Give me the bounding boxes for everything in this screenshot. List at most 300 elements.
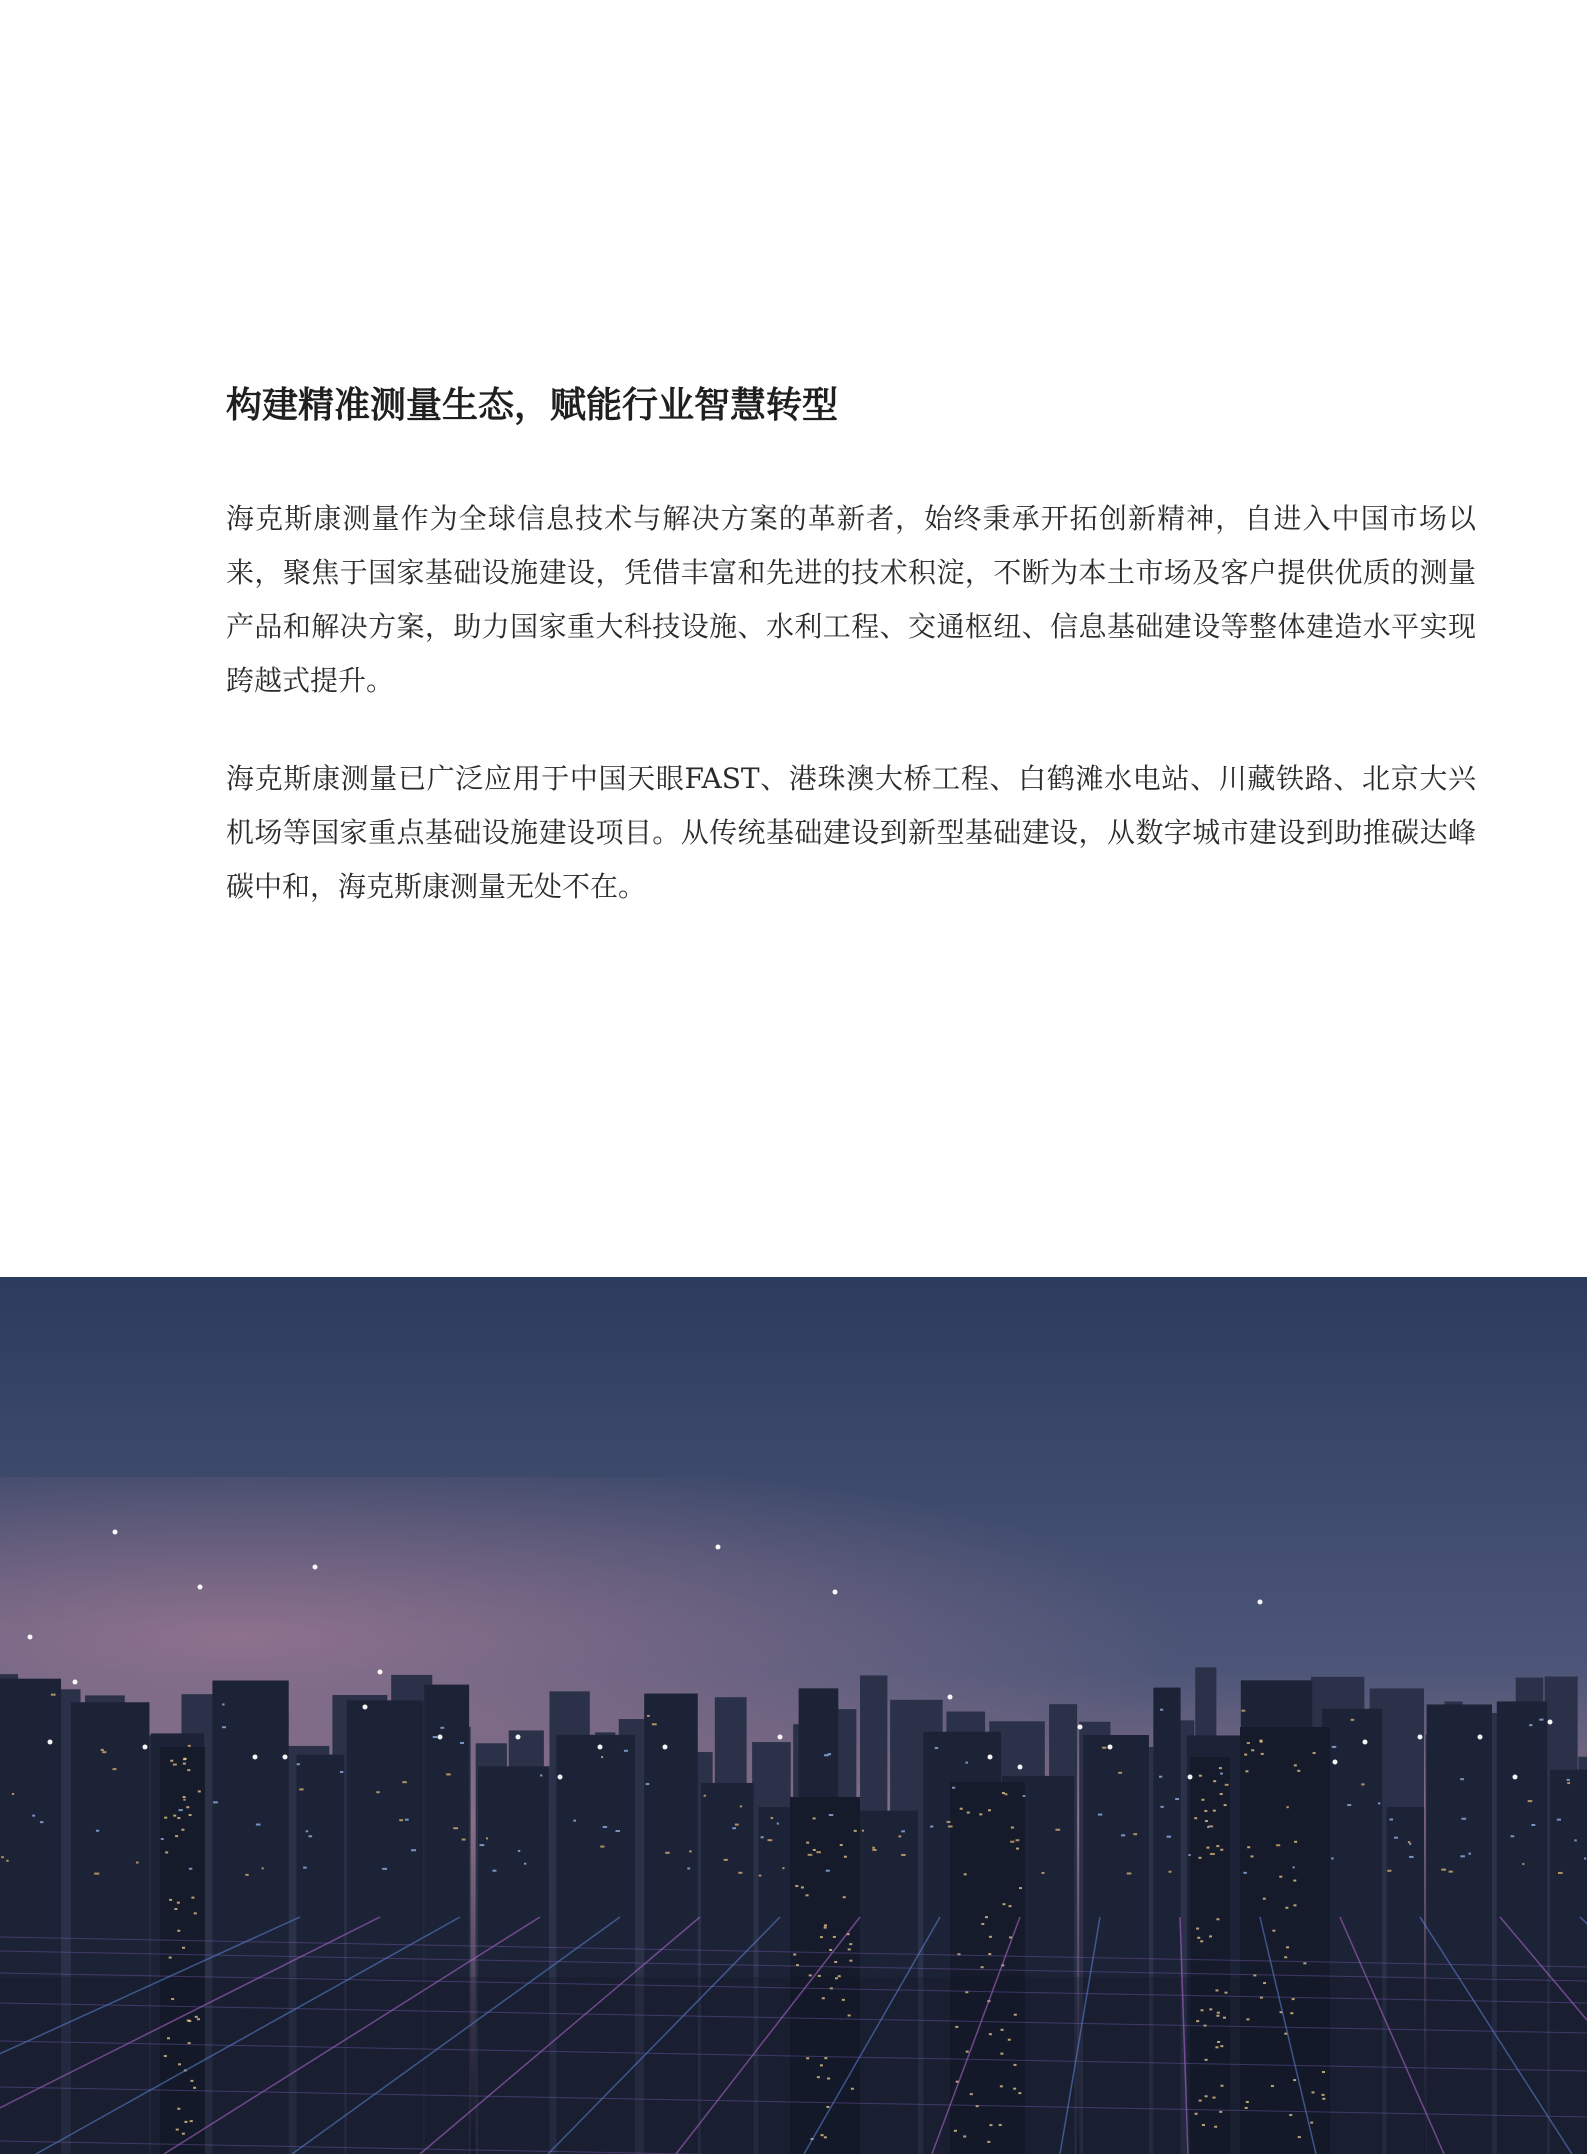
article-section <box>226 380 1476 958</box>
window-light <box>1000 2053 1003 2055</box>
window-light <box>732 1827 736 1829</box>
window-light <box>1000 2085 1003 2087</box>
window-light <box>813 1817 816 1819</box>
window-light <box>761 1836 764 1838</box>
window-light <box>573 1820 576 1822</box>
window-light <box>1347 1804 1351 1806</box>
window-light <box>181 1829 184 1831</box>
window-light <box>303 1867 307 1869</box>
light-beam-tip <box>1478 1735 1483 1740</box>
window-light <box>184 1758 187 1760</box>
window-light <box>615 1830 619 1832</box>
window-light <box>793 1954 796 1956</box>
window-light <box>188 1745 191 1747</box>
light-beam-tip <box>313 1565 318 1570</box>
window-light <box>824 1924 827 1926</box>
window-light <box>190 2120 193 2122</box>
window-light <box>1303 1962 1306 1964</box>
window-light <box>1284 1956 1287 1958</box>
light-beam-tip <box>1018 1765 1023 1770</box>
window-light <box>177 1817 180 1819</box>
window-light <box>1160 1709 1163 1711</box>
window-light <box>1322 2071 1325 2073</box>
window-light <box>1219 1767 1222 1769</box>
window-light <box>834 1961 837 1963</box>
window-light <box>849 1943 852 1945</box>
window-light <box>952 1787 955 1789</box>
window-light <box>175 1835 178 1837</box>
window-light <box>848 1948 851 1950</box>
light-beam-tip <box>438 1735 443 1740</box>
window-light <box>1008 2039 1011 2041</box>
window-light <box>1461 1818 1466 1820</box>
window-light <box>1205 2095 1208 2097</box>
window-light <box>1215 2046 1218 2048</box>
window-light <box>1005 1793 1008 1795</box>
window-light <box>782 1867 784 1869</box>
light-beam-tip <box>663 1745 668 1750</box>
window-light <box>901 1830 905 1832</box>
window-light <box>492 1870 496 1872</box>
window-light <box>262 1867 264 1869</box>
window-light <box>1574 1839 1576 1841</box>
window-light <box>979 1813 982 1815</box>
window-light <box>1244 1754 1247 1756</box>
window-light <box>1241 1710 1245 1712</box>
light-beam-tip <box>598 1745 603 1750</box>
window-light <box>189 1814 192 1816</box>
window-light <box>382 1868 387 1870</box>
window-light <box>826 1870 830 1872</box>
window-light <box>954 2130 957 2132</box>
window-light <box>1009 1905 1012 1907</box>
window-light <box>1584 1858 1586 1860</box>
window-light <box>960 1808 963 1810</box>
window-light <box>822 1997 825 1999</box>
window-light <box>222 1726 226 1728</box>
window-light <box>1246 2018 1249 2020</box>
window-light <box>32 1815 35 1817</box>
window-light <box>966 2051 969 2053</box>
window-light <box>824 2057 827 2059</box>
window-light <box>1322 2098 1325 2100</box>
window-light <box>1294 1841 1297 1843</box>
window-light <box>169 1957 172 1959</box>
window-light <box>989 2124 992 2126</box>
window-light <box>898 1835 901 1837</box>
window-light <box>189 1868 192 1870</box>
window-light <box>167 2037 170 2039</box>
window-light <box>183 1796 186 1798</box>
window-light <box>1214 2126 1217 2128</box>
window-light <box>777 1823 779 1825</box>
window-light <box>1293 1880 1296 1882</box>
window-light <box>1204 1810 1207 1812</box>
window-light <box>724 1859 728 1861</box>
window-light <box>411 1849 416 1851</box>
window-light <box>665 1852 669 1854</box>
skyline-illustration <box>0 1277 1587 2154</box>
window-light <box>1209 2008 1212 2010</box>
light-beam-tip <box>516 1735 521 1740</box>
window-light <box>1263 1982 1266 1984</box>
window-light <box>1217 2012 1220 2014</box>
window-light <box>801 1886 804 1888</box>
window-light <box>161 1838 164 1840</box>
window-light <box>213 1801 218 1803</box>
window-light <box>1202 2124 1205 2126</box>
light-beam-tip <box>1363 1740 1368 1745</box>
window-light <box>540 1774 542 1776</box>
window-light <box>1201 1799 1204 1801</box>
light-beam-tip <box>1188 1775 1193 1780</box>
window-light <box>195 2016 198 2018</box>
window-light <box>187 2020 190 2022</box>
window-light <box>1289 2114 1292 2116</box>
window-light <box>176 2129 179 2131</box>
window-light <box>1169 1871 1172 1873</box>
window-light <box>101 1749 104 1751</box>
window-light <box>1014 2014 1017 2016</box>
window-light <box>182 2133 185 2135</box>
window-light <box>197 2018 200 2020</box>
window-light <box>1219 2111 1222 2113</box>
window-light <box>1 1856 4 1858</box>
window-light <box>1216 1918 1219 1920</box>
window-light <box>1286 1806 1288 1808</box>
window-light <box>164 1817 167 1819</box>
light-beam-tip <box>1333 1760 1338 1765</box>
window-light <box>955 2026 958 2028</box>
window-light <box>1271 2085 1274 2087</box>
window-light <box>1160 1806 1163 1808</box>
window-light <box>981 1923 984 1925</box>
window-light <box>102 1751 106 1753</box>
window-light <box>820 1936 823 1938</box>
article-paragraph-1: 海克斯康测量作为全球信息技术与解决方案的革新者，始终秉承开拓创新精神，自进入中国市场以来，聚焦于国家基础设施建设，凭借丰富和先进的技术积淀，不断为本土市场及客户提供优质的测量产品和解决方案，助力国家重大科技设施、水利工程、交通枢纽、信息基础建设等整体建造水平实现跨越式提升。 <box>226 502 1476 697</box>
window-light <box>1276 1844 1280 1846</box>
window-light <box>1196 1928 1199 1930</box>
window-light <box>964 1873 967 1875</box>
light-beam-tip <box>363 1705 368 1710</box>
light-beam-tip <box>558 1775 563 1780</box>
window-light <box>1016 1848 1019 1850</box>
window-light <box>1127 1872 1132 1874</box>
window-light <box>1209 1935 1212 1937</box>
light-beam-tip <box>716 1545 721 1550</box>
window-light <box>94 1873 99 1875</box>
window-light <box>851 2088 854 2090</box>
light-beam-tip <box>833 1590 838 1595</box>
window-light <box>1261 1753 1264 1755</box>
window-light <box>96 1830 99 1832</box>
window-light <box>177 1902 180 1904</box>
light-beam-tip <box>143 1745 148 1750</box>
window-light <box>624 1750 628 1752</box>
window-light <box>191 1897 194 1899</box>
window-light <box>1293 2079 1296 2081</box>
window-light <box>820 2064 823 2066</box>
window-light <box>1294 1764 1297 1766</box>
window-light <box>446 1773 451 1775</box>
window-light <box>999 2124 1002 2126</box>
light-beam-tip <box>48 1740 53 1745</box>
window-light <box>987 2141 990 2143</box>
window-light <box>1217 2041 1220 2043</box>
window-light <box>854 1830 857 1832</box>
window-light <box>1220 2045 1223 2047</box>
window-light <box>768 1839 773 1841</box>
window-light <box>486 1837 488 1839</box>
window-light <box>186 1806 189 1808</box>
window-light <box>1460 1855 1465 1857</box>
window-light <box>849 1960 852 1962</box>
window-light <box>399 1819 403 1821</box>
city-skyline-photo <box>0 1277 1587 2154</box>
article-heading: 构建精准测量生态，赋能行业智慧转型 <box>226 385 839 426</box>
window-light <box>1250 1855 1253 1857</box>
window-light <box>1539 1719 1543 1721</box>
window-light <box>433 1736 437 1738</box>
window-light <box>1449 1871 1453 1873</box>
window-light <box>1001 2029 1004 2031</box>
window-light <box>179 1809 183 1811</box>
window-light <box>821 2134 824 2136</box>
window-light <box>1390 1818 1394 1820</box>
window-light <box>169 1899 172 1901</box>
light-beam-tip <box>28 1635 33 1640</box>
window-light <box>1378 1802 1380 1804</box>
window-light <box>795 1885 798 1887</box>
light-beam-tip <box>1108 1745 1113 1750</box>
window-light <box>1002 1792 1005 1794</box>
window-light <box>1102 1747 1106 1749</box>
window-light <box>1014 2064 1017 2066</box>
window-light <box>930 1826 933 1828</box>
window-light <box>1215 1989 1218 1991</box>
window-light <box>524 1863 526 1865</box>
window-light <box>935 1747 938 1749</box>
window-light <box>245 1874 248 1876</box>
window-light <box>173 1815 176 1817</box>
window-light <box>988 1953 991 1955</box>
window-light <box>759 1875 762 1877</box>
window-light <box>989 1936 992 1938</box>
window-light <box>824 1927 827 1929</box>
window-light <box>1251 1749 1254 1751</box>
window-light <box>704 1795 706 1797</box>
window-light <box>985 1916 988 1918</box>
window-light <box>981 1966 984 1968</box>
window-light <box>1042 1872 1045 1874</box>
window-light <box>818 1975 821 1977</box>
window-light <box>835 1977 838 1979</box>
window-light <box>1558 1872 1563 1874</box>
light-beam-tip <box>988 1755 993 1760</box>
window-light <box>824 1754 829 1756</box>
window-light <box>1198 1857 1201 1859</box>
window-light <box>806 1842 809 1844</box>
window-light <box>190 2080 193 2082</box>
window-light <box>1312 2091 1315 2093</box>
window-light <box>806 2057 809 2059</box>
window-light <box>1220 1849 1223 1851</box>
window-light <box>1055 1829 1060 1831</box>
window-light <box>177 1930 180 1932</box>
window-light <box>1351 1719 1355 1721</box>
window-light <box>1213 1780 1216 1782</box>
window-light <box>1194 1817 1197 1819</box>
window-light <box>1567 1779 1570 1781</box>
window-light <box>1409 1843 1411 1845</box>
window-light <box>171 1998 174 2000</box>
window-light <box>1224 1804 1227 1806</box>
window-light <box>1121 1834 1125 1836</box>
window-light <box>806 1894 809 1896</box>
window-light <box>1310 2122 1313 2124</box>
window-light <box>1225 1992 1228 1994</box>
window-light <box>453 1827 458 1829</box>
light-beam-tip <box>113 1530 118 1535</box>
window-light <box>1023 1795 1026 1797</box>
window-light <box>1199 1775 1202 1777</box>
window-light <box>1210 1853 1215 1855</box>
window-light <box>963 2135 966 2137</box>
window-light <box>12 1793 14 1795</box>
window-light <box>1167 1836 1172 1838</box>
window-light <box>40 1821 43 1823</box>
window-light <box>1247 1846 1250 1848</box>
window-light <box>182 1947 185 1949</box>
window-light <box>1010 1841 1014 1843</box>
window-light <box>1409 1856 1414 1858</box>
window-light <box>1220 1793 1223 1795</box>
window-light <box>872 1847 875 1849</box>
window-light <box>813 1849 816 1851</box>
window-light <box>1441 1869 1446 1871</box>
window-light <box>440 1727 444 1729</box>
window-light <box>1216 1845 1219 1847</box>
window-light <box>1297 1770 1300 1772</box>
window-light <box>970 2093 973 2095</box>
window-light <box>306 1830 309 1832</box>
window-light <box>1133 1833 1137 1835</box>
window-light <box>740 1805 742 1807</box>
window-light <box>170 1760 173 1762</box>
window-light <box>1246 2101 1249 2103</box>
window-light <box>51 1694 56 1696</box>
window-light <box>1200 1940 1203 1942</box>
window-light <box>1223 2017 1226 2019</box>
window-light <box>833 1936 836 1938</box>
window-light <box>1118 1772 1122 1774</box>
window-light <box>647 1715 650 1717</box>
window-light <box>1098 1814 1102 1816</box>
window-light <box>872 1849 876 1851</box>
window-light <box>1247 1742 1250 1744</box>
window-light <box>1221 2085 1224 2087</box>
window-light <box>1195 2113 1198 2115</box>
window-light <box>183 1799 185 1801</box>
window-light <box>652 1723 657 1725</box>
window-light <box>646 1783 650 1785</box>
window-light <box>848 2014 851 2016</box>
window-light <box>462 1839 466 1841</box>
window-light <box>1567 1782 1570 1784</box>
window-light <box>824 2136 827 2138</box>
window-light <box>601 1756 603 1758</box>
window-light <box>826 2106 829 2108</box>
window-light <box>183 1763 186 1765</box>
window-light <box>136 1862 139 1864</box>
window-light <box>1522 1863 1524 1865</box>
window-light <box>1197 1937 1200 1939</box>
window-light <box>1196 2020 1199 2022</box>
window-light <box>299 1788 303 1790</box>
window-light <box>1394 1837 1398 1839</box>
window-light <box>1531 1824 1535 1826</box>
window-light <box>1003 1903 1006 1905</box>
window-light <box>1243 1872 1246 1874</box>
window-light <box>1298 2136 1301 2138</box>
window-light <box>1159 1776 1162 1778</box>
window-light <box>164 2055 167 2057</box>
window-light <box>827 2078 830 2080</box>
window-light <box>1207 1826 1209 1828</box>
window-light <box>808 1854 813 1856</box>
window-light <box>1263 1898 1266 1900</box>
window-light <box>1557 1819 1561 1821</box>
window-light <box>480 1844 485 1846</box>
window-light <box>901 1854 906 1856</box>
window-light <box>1245 1770 1248 1772</box>
window-light <box>187 1769 190 1771</box>
window-light <box>194 1912 197 1914</box>
window-light <box>838 1975 841 1977</box>
window-light <box>1199 2100 1202 2102</box>
window-light <box>188 2042 191 2044</box>
light-beam-tip <box>283 1755 288 1760</box>
window-light <box>1511 1835 1515 1837</box>
light-beam-tip <box>198 1585 203 1590</box>
window-light <box>340 1771 343 1773</box>
window-light <box>1468 1853 1471 1855</box>
window-light <box>842 1999 845 2001</box>
window-light <box>1016 1839 1020 1841</box>
window-light <box>184 2121 187 2123</box>
window-light <box>1018 2092 1021 2094</box>
window-light <box>862 1830 864 1832</box>
window-light <box>687 1867 690 1869</box>
window-light <box>1290 2012 1293 2014</box>
window-light <box>1331 1857 1333 1859</box>
window-light <box>222 1703 224 1705</box>
window-light <box>809 1974 812 1976</box>
window-light <box>1188 1854 1190 1856</box>
window-light <box>1011 1827 1014 1829</box>
window-light <box>1292 1998 1295 2000</box>
window-light <box>738 1872 742 1874</box>
light-beam-tip <box>253 1755 258 1760</box>
window-light <box>816 1851 820 1853</box>
window-light <box>843 1896 846 1898</box>
window-light <box>840 1844 843 1846</box>
light-beam-tip <box>73 1680 78 1685</box>
window-light <box>829 1949 832 1951</box>
light-beam-tip <box>1513 1775 1518 1780</box>
window-light <box>829 1814 833 1816</box>
window-light <box>1272 1930 1275 1932</box>
